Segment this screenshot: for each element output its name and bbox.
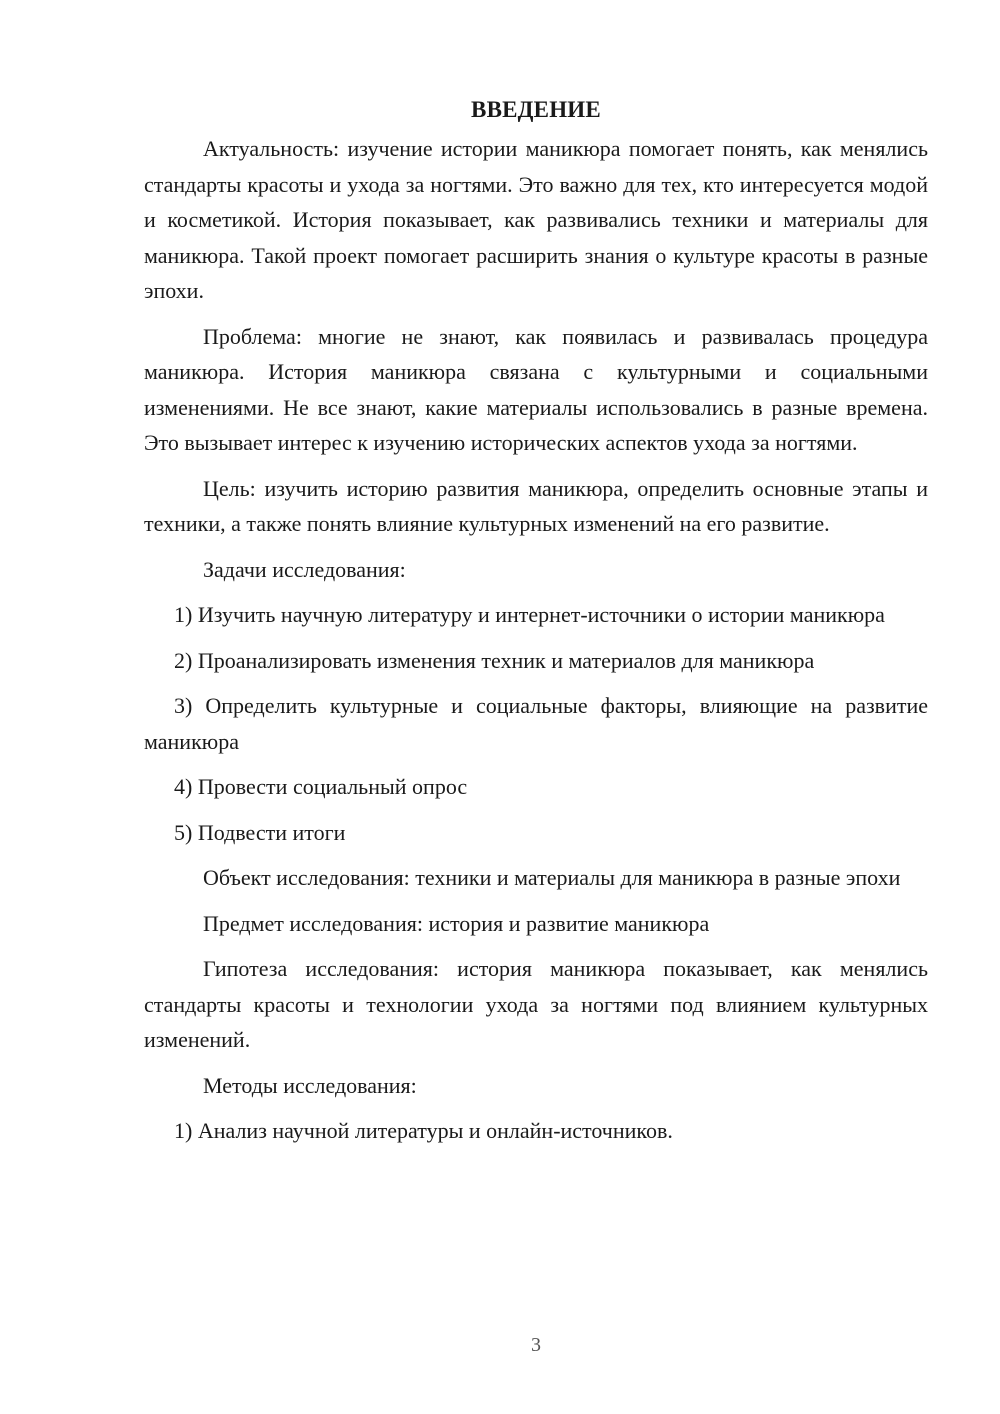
- paragraph-goal: Цель: изучить историю развития маникюра, определить основные этапы и техники, а также понять влияние культурных изменений на его развитие.: [144, 475, 928, 536]
- task-item-1: 1) Изучить научную литературу и интернет-источники о истории маникюра: [174, 602, 885, 627]
- page-number: 3: [531, 1334, 541, 1356]
- paragraph-tasks-heading: Задачи исследования:: [203, 556, 406, 582]
- paragraph-relevance: Актуальность: изучение истории маникюра помогает понять, как менялись стандарты красоты и ухода за ногтями. Это важно для тех, кто интересуется модой и косметикой. История показывает, как развивались техники и материалы для маникюра. Такой проект помогает расширить знания о культуре красоты в разные эпохи.: [144, 136, 928, 303]
- section-title: ВВЕДЕНИЕ: [471, 97, 601, 122]
- task-item-2: 2) Проанализировать изменения техник и материалов для маникюра: [174, 647, 815, 673]
- task-item-4: 4) Провести социальный опрос: [174, 774, 468, 799]
- paragraph-subject: Предмет исследования: история и развитие маникюра: [203, 910, 710, 936]
- page-content: [144, 92, 928, 1159]
- task-item-3: 3) Определить культурные и социальные факторы, влияющие на развитие маникюра: [144, 693, 928, 754]
- task-item-5: 5) Подвести итоги: [174, 819, 346, 845]
- paragraph-methods-heading: Методы исследования:: [203, 1072, 417, 1098]
- paragraph-hypothesis: Гипотеза исследования: история маникюра показывает, как менялись стандарты красоты и технологии ухода за ногтями под влиянием культурных изменений.: [144, 956, 928, 1052]
- method-item-1: 1) Анализ научной литературы и онлайн-источников.: [174, 1118, 673, 1143]
- paragraph-problem: Проблема: многие не знают, как появилась и развивалась процедура маникюра. История маникюра связана с культурными и социальными изменениями. Не все знают, какие материалы использовались в разные времена. Это вызывает интерес к изучению исторических аспектов ухода за ногтями.: [144, 323, 928, 455]
- paragraph-object: Объект исследования: техники и материалы для маникюра в разные эпохи: [203, 865, 901, 890]
